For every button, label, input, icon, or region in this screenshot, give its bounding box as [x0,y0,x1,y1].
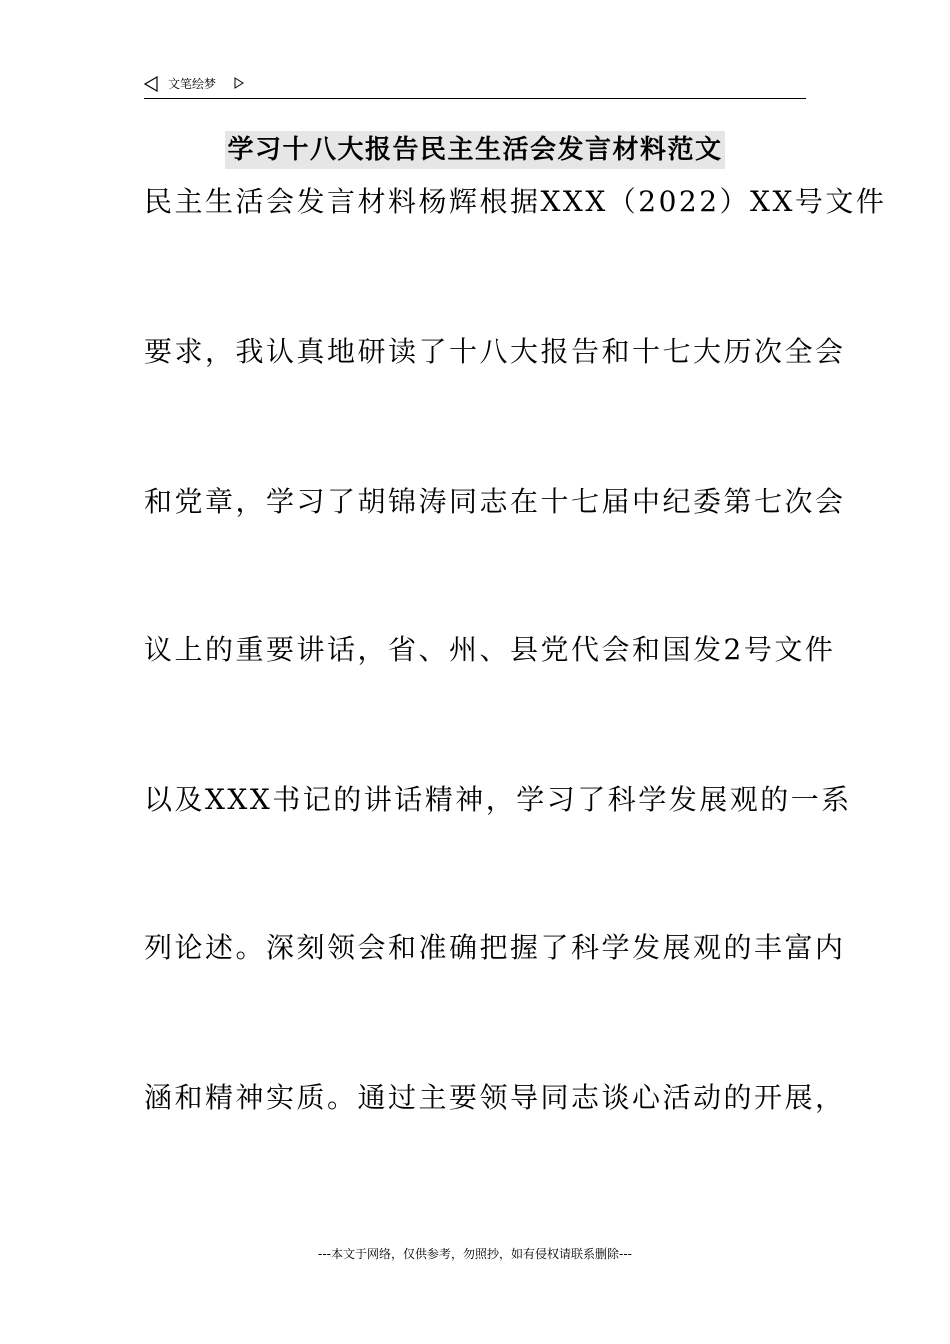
body-text-line: 要求，我认真地研读了十八大报告和十七大历次全会 [144,335,846,368]
body-text-line: 涵和精神实质。通过主要领导同志谈心活动的开展， [144,1081,846,1114]
body-text-line: 议上的重要讲话，省、州、县党代会和国发2号文件 [144,633,836,666]
triangle-left-outline-icon [144,76,158,92]
header-brand: 文笔绘梦 [168,77,217,91]
page-header [144,74,806,99]
triangle-right-outline-icon [234,77,244,89]
document-title: 学习十八大报告民主生活会发言材料范文 [225,131,724,169]
body-text-line: 民主生活会发言材料杨辉根据XXX（2022）XX号文件 [144,185,887,218]
body-text-line: 列论述。深刻领会和准确把握了科学发展观的丰富内 [144,931,846,964]
body-text-line: 和党章，学习了胡锦涛同志在十七届中纪委第七次会 [144,485,846,518]
body-text-line: 以及XXX书记的讲话精神，学习了科学发展观的一系 [144,783,852,816]
footer-notice: ---本文于网络，仅供参考，勿照抄，如有侵权请联系删除--- [318,1247,632,1261]
title-container [0,131,950,169]
